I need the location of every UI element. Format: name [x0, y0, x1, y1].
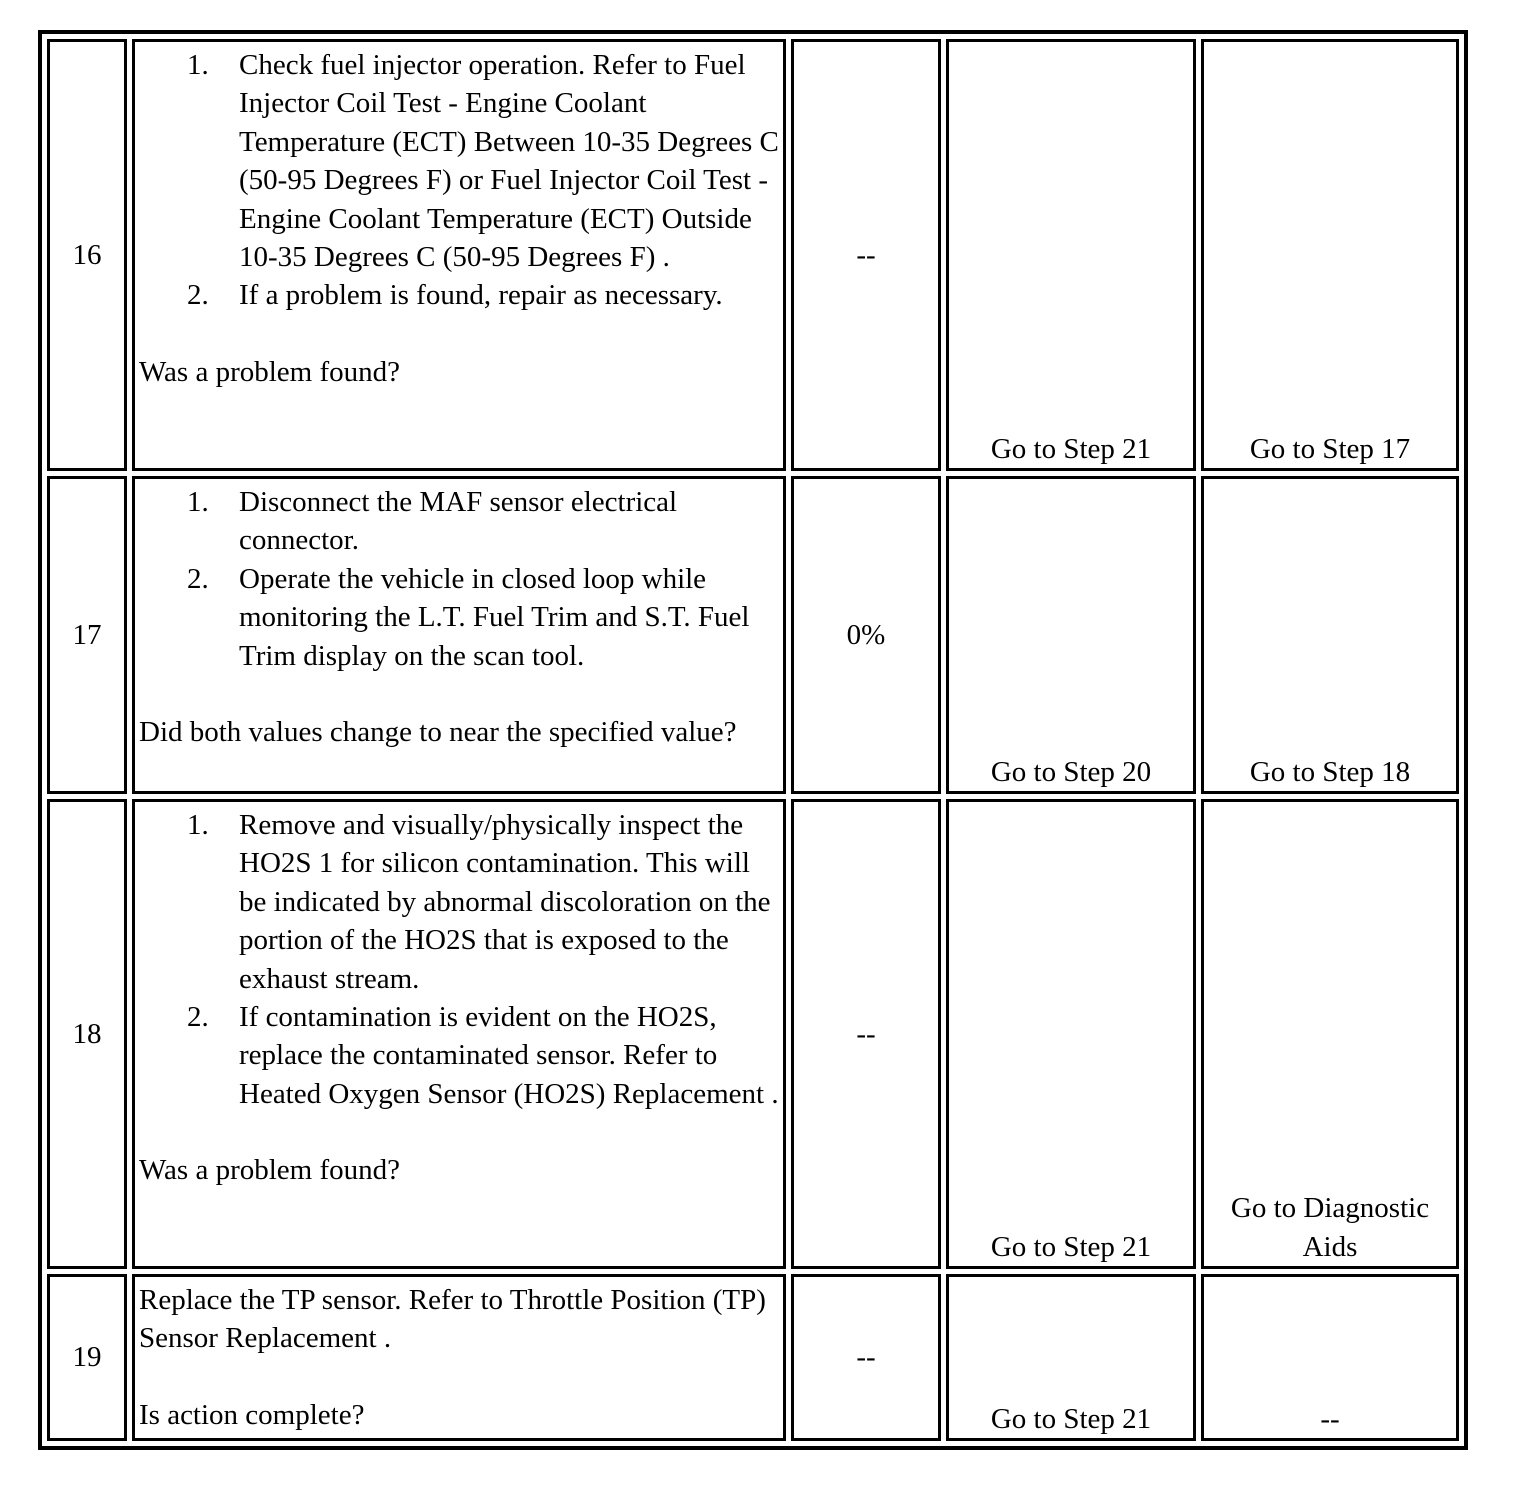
no-action: -- — [1201, 1274, 1459, 1441]
step-marker: 1. — [187, 486, 209, 518]
action-steps — [139, 483, 779, 675]
action-steps — [139, 806, 779, 1113]
question-text: Is action complete? — [139, 1398, 365, 1431]
value-cell: -- — [791, 1274, 941, 1441]
question-text: Did both values change to near the specified value? — [139, 716, 737, 749]
table-row — [47, 476, 1459, 794]
action-cell — [132, 39, 786, 471]
step-marker: 2. — [187, 279, 209, 312]
table-row — [47, 1274, 1459, 1441]
action-cell — [132, 476, 786, 794]
action-step: 1. Check fuel injector operation. Refer to Fuel Injector Coil Test - Engine Coolant Temperature (ECT) Between 10-35 Degrees C (50-95 Degrees F) or Fuel Injector Coil Test - Engine Coolant Temperature (ECT) Outside 10-35 Degrees C (50-95 Degrees F) . — [139, 46, 779, 276]
no-action: Go to Step 17 — [1201, 39, 1459, 471]
action-step: 1. Disconnect the MAF sensor electrical connector. — [139, 483, 779, 560]
action-step: 2. Operate the vehicle in closed loop while monitoring the L.T. Fuel Trim and S.T. Fuel Trim display on the scan tool. — [139, 560, 779, 675]
diagnostic-table — [38, 30, 1468, 1450]
action-text: Replace the TP sensor. Refer to Throttle Position (TP) Sensor Replacement . — [139, 1284, 766, 1355]
action-step: 1. Remove and visually/physically inspect the HO2S 1 for silicon contamination. This will be indicated by abnormal discoloration on the portion of the HO2S that is exposed to the exhaust stream. — [139, 806, 779, 998]
action-cell — [132, 1274, 786, 1441]
no-action: Go to Step 18 — [1201, 476, 1459, 794]
step-number: 17 — [47, 476, 127, 794]
yes-action: Go to Step 21 — [946, 1274, 1196, 1441]
no-action: Go to Diagnostic Aids — [1201, 799, 1459, 1269]
value-cell: -- — [791, 799, 941, 1269]
step-number: 16 — [47, 39, 127, 471]
action-step: 2. If a problem is found, repair as necessary. — [139, 276, 779, 314]
action-cell — [132, 799, 786, 1269]
yes-action: Go to Step 21 — [946, 799, 1196, 1269]
table-row — [47, 39, 1459, 471]
step-marker: 1. — [187, 49, 209, 81]
step-marker: 1. — [187, 809, 209, 841]
step-marker: 2. — [187, 562, 209, 595]
action-step: 2. If contamination is evident on the HO2S, replace the contaminated sensor. Refer to Heated Oxygen Sensor (HO2S) Replacement . — [139, 998, 779, 1113]
yes-action: Go to Step 20 — [946, 476, 1196, 794]
question-text: Was a problem found? — [139, 1154, 400, 1187]
action-steps — [139, 46, 779, 315]
value-cell: -- — [791, 39, 941, 471]
value-cell: 0% — [791, 476, 941, 794]
step-number: 18 — [47, 799, 127, 1269]
step-number: 19 — [47, 1274, 127, 1441]
yes-action: Go to Step 21 — [946, 39, 1196, 471]
step-marker: 2. — [187, 1001, 209, 1034]
table-row — [47, 799, 1459, 1269]
question-text: Was a problem found? — [139, 355, 400, 388]
